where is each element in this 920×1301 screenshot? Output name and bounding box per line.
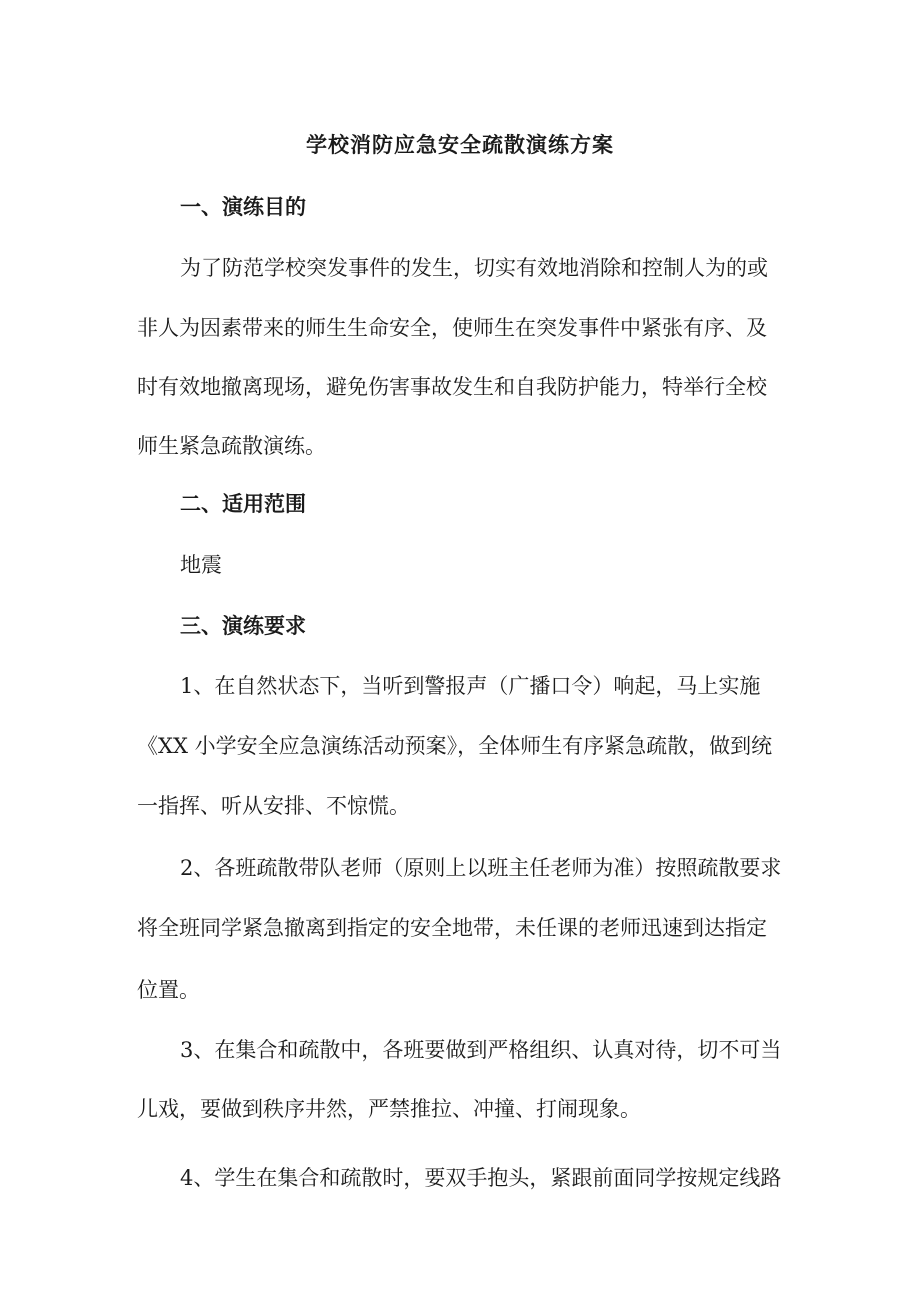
paragraph-line: 儿戏，要做到秩序井然，严禁推拉、冲撞、打闹现象。 [137,1097,641,1121]
paragraph-line: 师生紧急疏散演练。 [137,434,326,458]
section-heading-purpose: 一、演练目的 [180,194,306,219]
section-heading-scope: 二、适用范围 [180,491,306,516]
paragraph-line: 2、各班疏散带队老师（原则上以班主任老师为准）按照疏散要求 [180,856,782,880]
paragraph-line: 4、学生在集合和疏散时，要双手抱头，紧跟前面同学按规定线路 [180,1166,782,1190]
paragraph-line: 将全班同学紧急撤离到指定的安全地带，未任课的老师迅速到达指定 [137,916,767,940]
document-title: 学校消防应急安全疏散演练方案 [306,132,614,157]
paragraph-line: 非人为因素带来的师生生命安全，使师生在突发事件中紧张有序、及 [137,316,767,340]
paragraph-line: 时有效地撤离现场，避免伤害事故发生和自我防护能力，特举行全校 [137,375,767,399]
section-heading-requirements: 三、演练要求 [180,613,306,638]
paragraph-line: 3、在集合和疏散中，各班要做到严格组织、认真对待，切不可当 [180,1038,782,1062]
paragraph-line: 位置。 [137,978,200,1002]
paragraph-line: 1、在自然状态下，当听到警报声（广播口令）响起，马上实施 [180,674,761,698]
paragraph-line: 为了防范学校突发事件的发生，切实有效地消除和控制人为的或 [180,256,768,280]
paragraph-line: 地震 [180,553,222,577]
paragraph-line: 一指挥、听从安排、不惊慌。 [137,794,410,818]
paragraph-line: 《XX 小学安全应急演练活动预案》，全体师生有序紧急疏散，做到统 [137,734,773,758]
